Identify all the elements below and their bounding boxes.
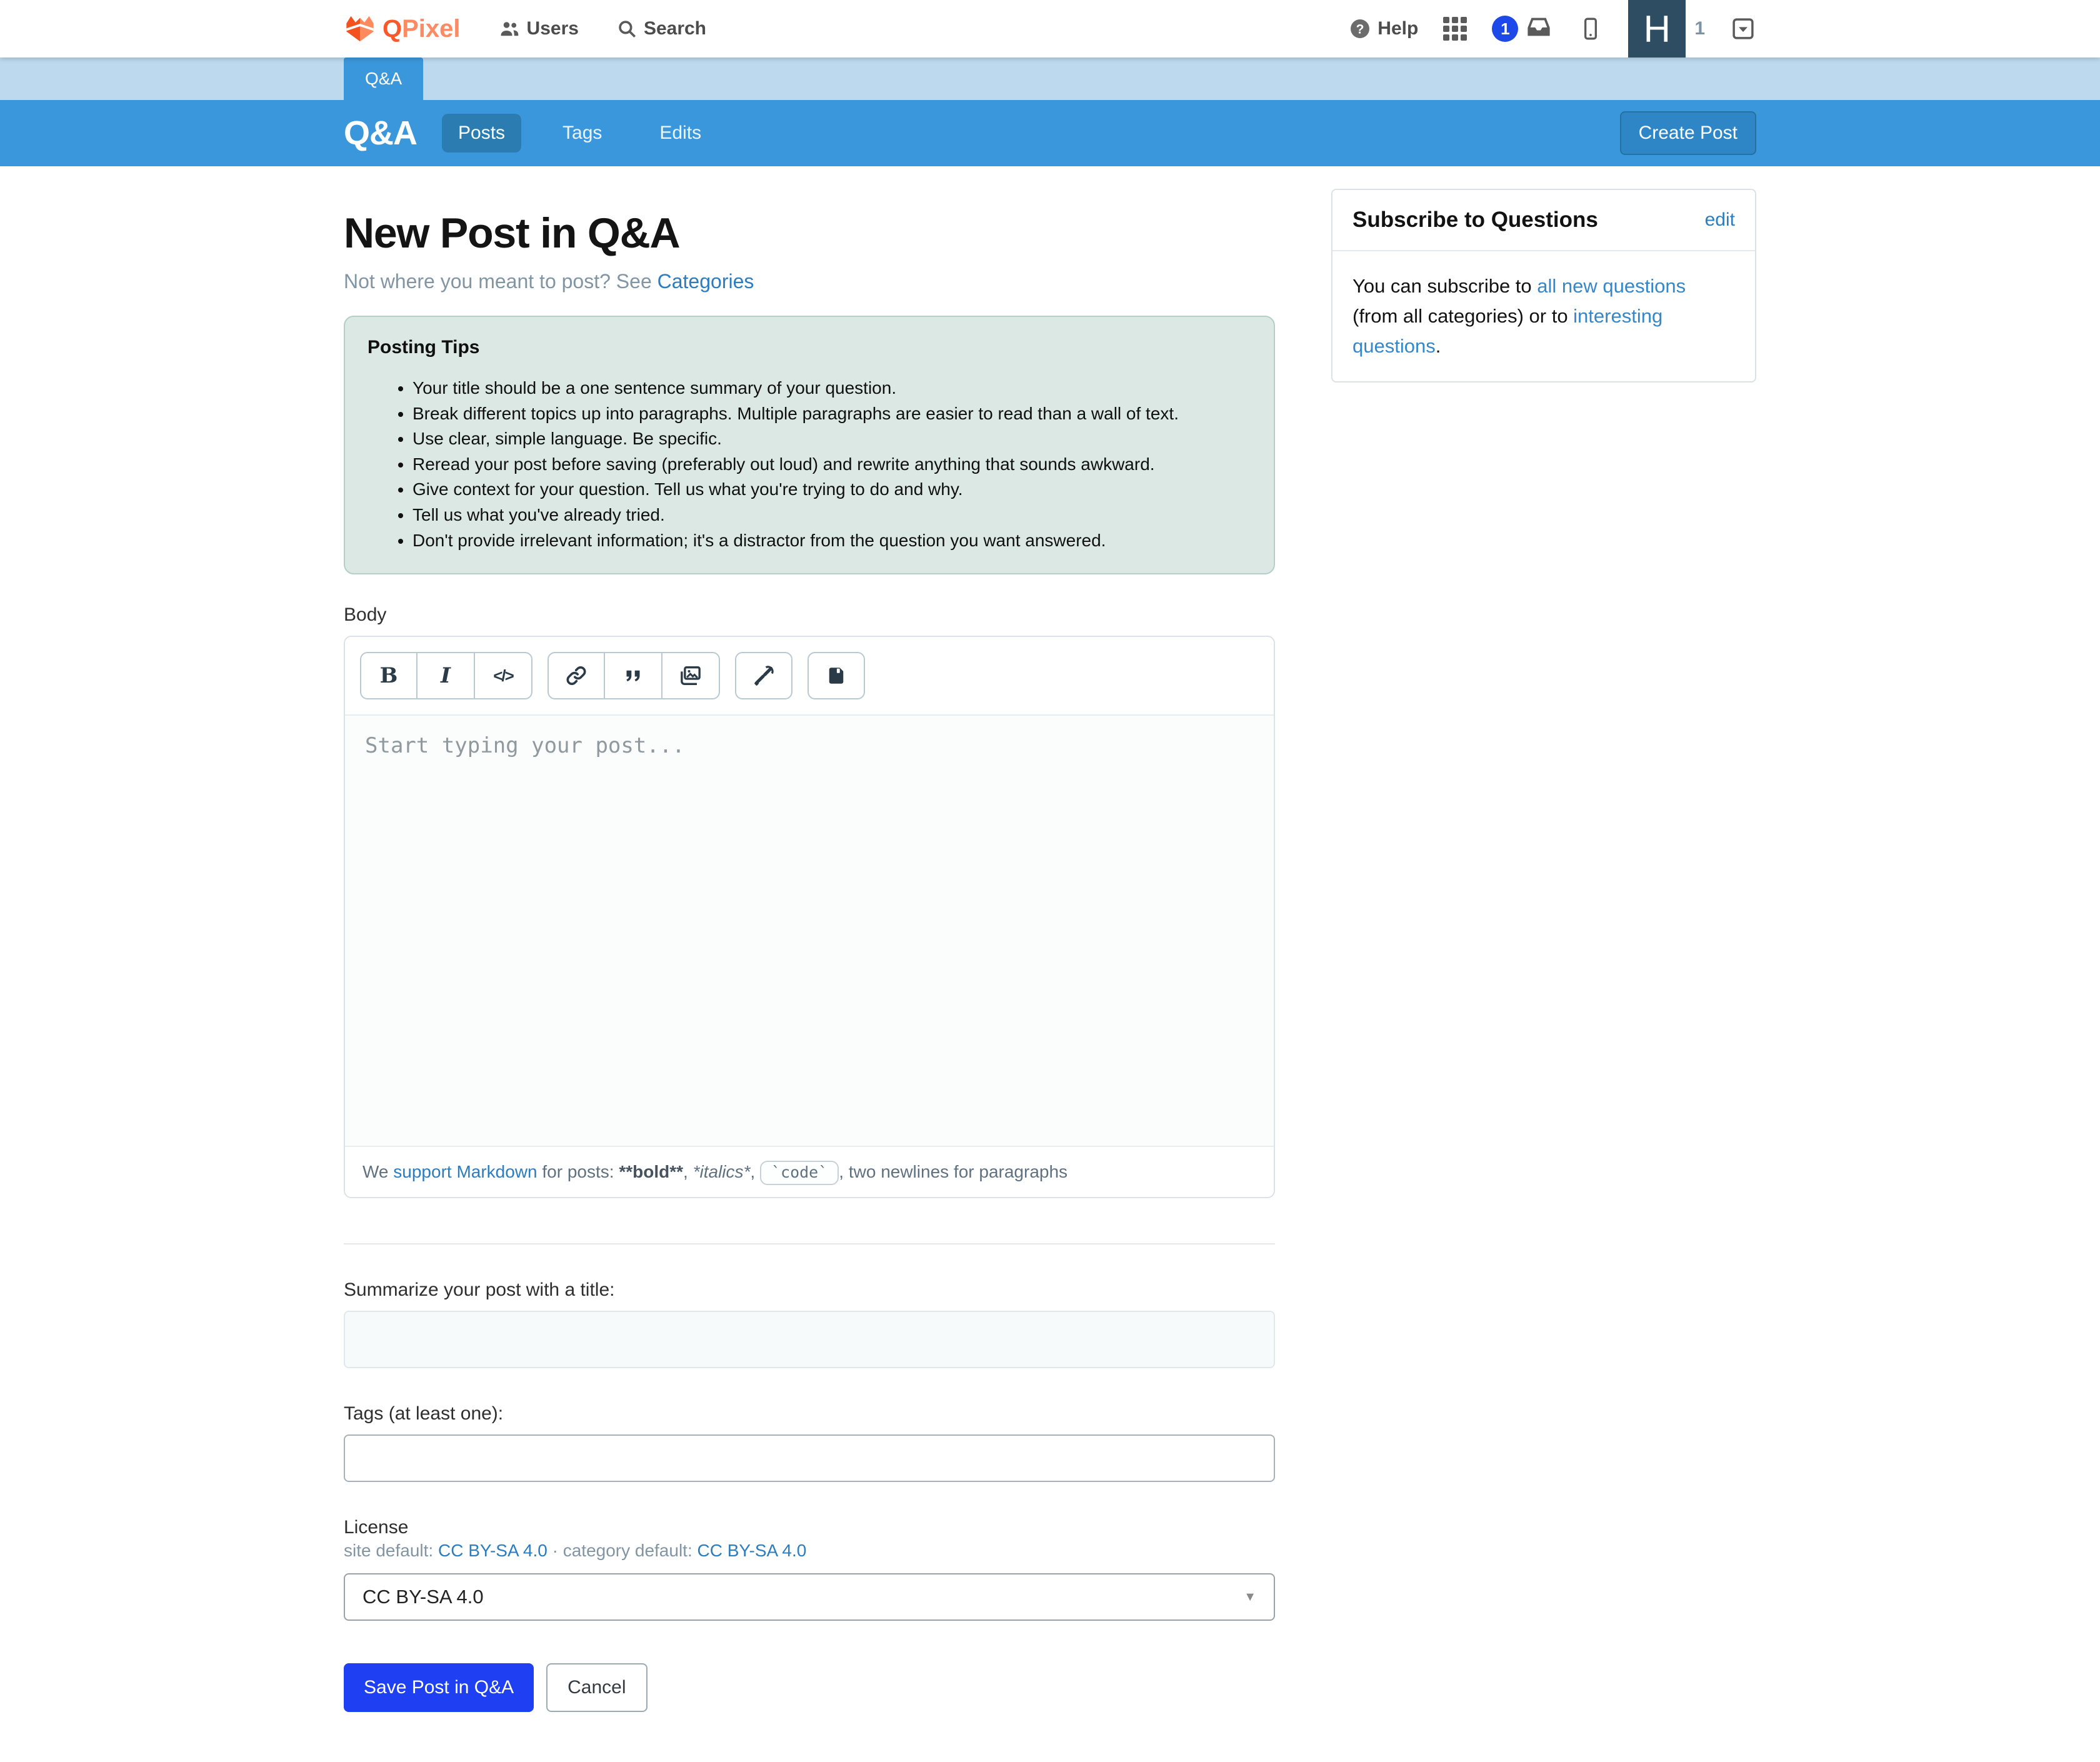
license-label: License <box>344 1517 409 1538</box>
category-note: Not where you meant to post? See Categories <box>344 270 754 293</box>
markdown-editor <box>344 636 1275 1198</box>
tip-item: • Reread your post before saving (preferably out loud) and rewrite anything that sounds awkward. <box>412 452 1251 478</box>
save-draft-button[interactable] <box>808 652 865 699</box>
select-caret-icon: ▼ <box>1244 1589 1256 1604</box>
code-icon: </> <box>493 666 513 685</box>
tip-item: • Tell us what you've already tried. <box>412 503 1251 528</box>
license-select[interactable] <box>344 1573 1275 1621</box>
markdown-help: We support Markdown for posts: **bold**, *italics*, `code` , two newlines for paragraphs <box>345 1146 1274 1197</box>
title-field-label: Summarize your post with a title: <box>344 1279 615 1301</box>
search-icon <box>616 18 638 39</box>
image-icon <box>678 663 703 688</box>
user-menu[interactable] <box>1628 0 1705 58</box>
interesting-questions-link[interactable]: interesting questions <box>1352 305 1663 358</box>
top-navbar <box>0 0 2100 58</box>
reputation-count: 1 <box>1694 18 1705 39</box>
license-defaults: site default: CC BY-SA 4.0 · category default: CC BY-SA 4.0 <box>344 1541 807 1561</box>
category-nav-tags[interactable]: Tags <box>562 123 602 143</box>
save-post-button[interactable]: Save Post in Q&A <box>344 1663 534 1712</box>
section-divider <box>344 1243 1275 1244</box>
all-new-questions-link[interactable]: all new questions <box>1537 275 1686 297</box>
subscribe-card-body: You can subscribe to all new questions (from all categories) or to interesting questions. <box>1352 275 1686 358</box>
category-brand: Q&A <box>344 114 417 152</box>
image-button[interactable] <box>662 652 720 699</box>
tags-input[interactable] <box>344 1434 1275 1482</box>
inbox-icon <box>1524 12 1553 46</box>
nav-help-label: Help <box>1378 18 1419 39</box>
cancel-button[interactable]: Cancel <box>546 1663 647 1712</box>
site-default-license-link[interactable]: CC BY-SA 4.0 <box>438 1541 548 1561</box>
post-title-input[interactable] <box>344 1311 1275 1368</box>
tip-item: • Break different topics up into paragraphs. Multiple paragraphs are easier to read than a wall of text. <box>412 401 1251 427</box>
category-nav-posts[interactable]: Posts <box>442 114 521 153</box>
subscribe-edit-link[interactable]: edit <box>1704 209 1735 230</box>
category-nav-edits[interactable]: Edits <box>659 123 702 143</box>
mobile-icon[interactable] <box>1578 15 1603 43</box>
subscribe-card-title: Subscribe to Questions <box>1352 208 1598 232</box>
nav-search-label: Search <box>643 18 707 39</box>
help-icon <box>1349 18 1371 40</box>
advanced-tools-button[interactable] <box>735 652 792 699</box>
nav-users-label: Users <box>526 18 579 39</box>
link-icon <box>564 664 588 688</box>
categories-link[interactable]: Categories <box>657 270 754 293</box>
avatar: H <box>1628 0 1686 58</box>
new-post-form <box>344 189 1275 1762</box>
code-button[interactable] <box>475 652 532 699</box>
nav-search[interactable] <box>616 18 706 39</box>
create-post-button[interactable]: Create Post <box>1620 111 1756 155</box>
italic-icon: I <box>441 663 451 689</box>
category-tabstrip <box>0 58 2100 100</box>
qpixel-logo[interactable] <box>344 14 461 44</box>
subscribe-card <box>1331 189 1756 383</box>
category-header <box>0 100 2100 166</box>
body-label: Body <box>344 604 387 626</box>
tab-qa[interactable]: Q&A <box>344 58 423 100</box>
inbox-count-badge: 1 <box>1492 16 1518 42</box>
bold-icon: B <box>379 663 398 689</box>
svg-text:?: ? <box>1356 22 1364 37</box>
tip-item: • Your title should be a one sentence summary of your question. <box>412 376 1251 401</box>
tools-icon <box>752 664 776 688</box>
users-icon <box>498 18 521 40</box>
page-title: New Post in Q&A <box>344 209 680 257</box>
tip-item: • Don't provide irrelevant information; it's a distractor from the question you want answered. <box>412 528 1251 554</box>
bold-button[interactable] <box>360 652 418 699</box>
editor-toolbar <box>345 637 1274 714</box>
inbox-button[interactable] <box>1492 12 1553 46</box>
tags-field-label: Tags (at least one): <box>344 1403 504 1424</box>
brand-text: QPixel <box>382 14 461 43</box>
posting-tips-box <box>344 316 1275 574</box>
save-icon <box>825 664 848 687</box>
nav-help[interactable] <box>1349 18 1418 40</box>
tip-item: • Give context for your question. Tell us what you're trying to do and why. <box>412 477 1251 503</box>
category-default-license-link[interactable]: CC BY-SA 4.0 <box>697 1541 807 1561</box>
code-chip: `code` <box>760 1161 839 1185</box>
nav-users[interactable] <box>498 18 579 40</box>
fox-logo-icon <box>344 14 376 44</box>
markdown-help-link[interactable]: support Markdown <box>393 1162 538 1182</box>
post-body-textarea[interactable] <box>345 714 1274 1146</box>
posting-tips-list <box>368 376 1251 553</box>
caret-down-square-icon[interactable] <box>1730 16 1756 42</box>
quote-button[interactable] <box>605 652 662 699</box>
tip-item: • Use clear, simple language. Be specific. <box>412 426 1251 452</box>
quote-icon <box>622 664 644 687</box>
italic-button[interactable] <box>418 652 475 699</box>
link-button[interactable] <box>548 652 605 699</box>
network-apps-icon[interactable] <box>1443 17 1467 41</box>
posting-tips-title: Posting Tips <box>368 337 480 358</box>
license-selected-value: CC BY-SA 4.0 <box>362 1586 484 1608</box>
